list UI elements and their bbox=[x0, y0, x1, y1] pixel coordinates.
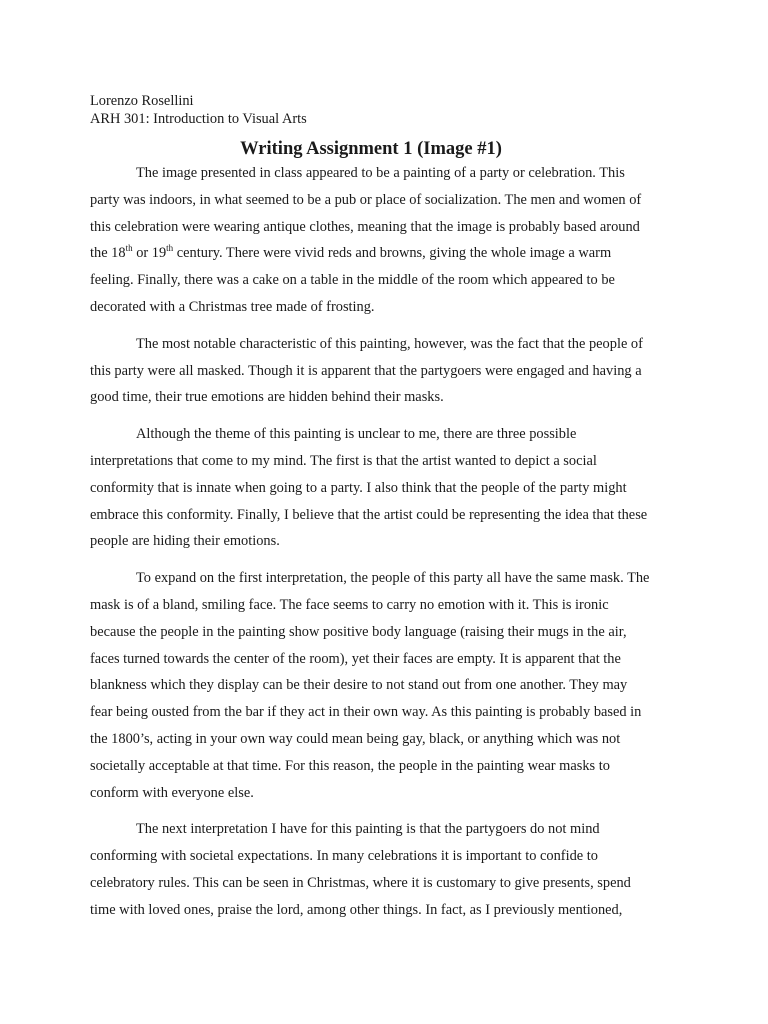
paragraph-5: The next interpretation I have for this painting is that the partygoers do not mind conforming with societal expectations. In many celebrations it is important to confide to celebratory rules. This can be seen in Christmas, where it is customary to give presents, spend time with loved ones, praise the lord, among other things. In fact, as I previously mentioned, bbox=[90, 821, 631, 918]
course-name: ARH 301: Introduction to Visual Arts bbox=[90, 111, 307, 127]
paragraph-2: The most notable characteristic of this painting, however, was the fact that the people of this party were all masked. Though it is apparent that the partygoers were engaged and having a good time, their true emotions are hidden behind their masks. bbox=[90, 335, 643, 406]
document-title: Writing Assignment 1 (Image #1) bbox=[240, 139, 502, 159]
header-block bbox=[90, 92, 652, 128]
paragraph-4: To expand on the first interpretation, the people of this party all have the same mask. The mask is of a bland, smiling face. The face seems to carry no emotion with it. This is ironic because the people in the painting show positive body language (raising their mugs in the air, faces turned towards the center of the room), yet their faces are empty. It is apparent that the blankness which they display can be their desire to not stand out from one another. They may fear being ousted from the bar if they act in their own way. As this painting is probably based in the 1800’s, acting in your own way could mean being gay, black, or anything which was not societally acceptable at that time. For this reason, the people in the painting wear masks to conform with everyone else. bbox=[90, 570, 650, 801]
paragraph-1-text-c: century. There were vivid reds and browns, giving the whole image a warm feeling. Finally, there was a cake on a table in the middle of the room which appeared to be decorated with a Christmas tree made of frosting. bbox=[90, 245, 615, 315]
paragraph-1-text-b: or 19 bbox=[132, 245, 167, 262]
ordinal-suffix-19: th bbox=[166, 243, 174, 254]
paragraph-1 bbox=[90, 160, 652, 321]
paragraph-3: Although the theme of this painting is unclear to me, there are three possible interpretations that come to my mind. The first is that the artist wanted to depict a social conformity that is innate when going to a party. I also think that the people of the party might embrace this conformity. Finally, I believe that the artist could be representing the idea that these people are hiding their emotions. bbox=[90, 426, 648, 550]
paragraph-1-text-a: The image presented in class appeared to be a painting of a party or celebration. This party was indoors, in what seemed to be a pub or place of socialization. The men and women of this celebration were wearing antique clothes, meaning that the image is probably based around the 18 bbox=[90, 165, 642, 262]
author-name: Lorenzo Rosellini bbox=[90, 93, 194, 109]
ordinal-suffix-18: th bbox=[125, 243, 133, 254]
